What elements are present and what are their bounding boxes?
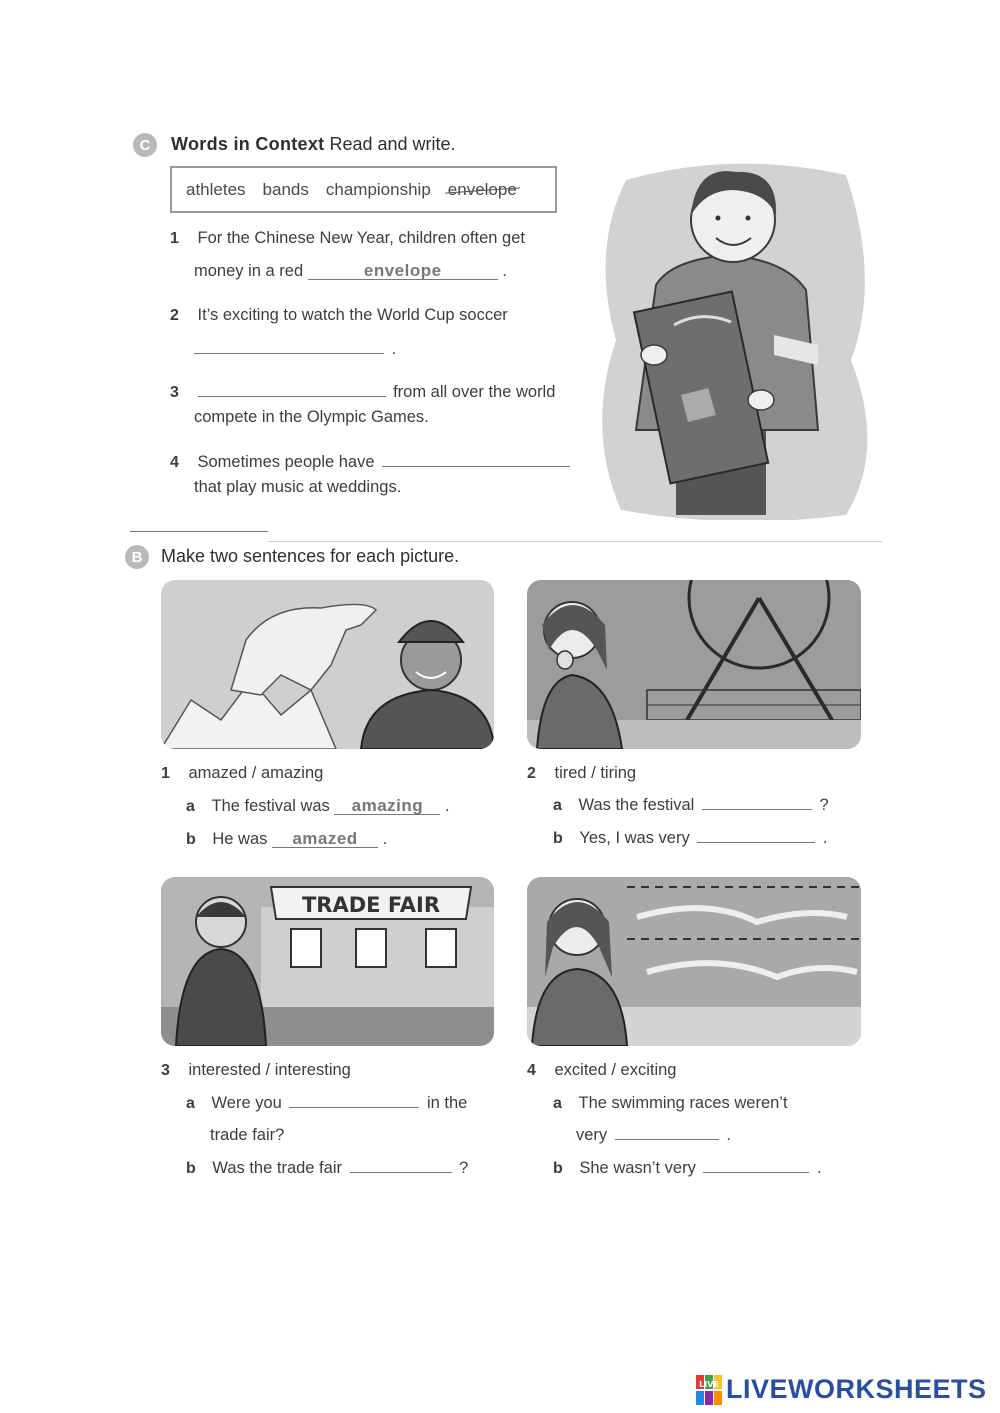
item-text: trade fair?: [210, 1126, 285, 1144]
item-text: from all over the world: [393, 383, 556, 401]
item-text: money in a red: [194, 262, 304, 280]
item-text: Was the trade fair: [212, 1159, 342, 1177]
item-text: .: [391, 340, 397, 358]
c-item-2-line2: [191, 341, 396, 358]
item-text: .: [382, 830, 388, 848]
item-text: .: [726, 1126, 731, 1144]
sub-label: b: [553, 1160, 563, 1177]
word-bank: [170, 166, 557, 213]
swimming-scene: [527, 877, 861, 1046]
c-item-4-line1: [170, 454, 573, 471]
word-bank-item-used: envelope: [447, 179, 517, 199]
item-text: Sometimes people have: [197, 453, 375, 471]
item-text: He was: [212, 830, 268, 848]
item-words: excited / exciting: [554, 1061, 677, 1079]
sub-label: b: [186, 831, 196, 848]
item-text: It’s exciting to watch the World Cup soccer: [197, 306, 508, 324]
ferris-wheel-scene: [527, 580, 861, 749]
item-text: She wasn’t very: [579, 1159, 696, 1177]
item-number: 2: [527, 765, 536, 782]
picture-2-ferris-wheel: [527, 580, 861, 749]
b-item-1b: [186, 830, 387, 848]
item-number: 3: [170, 384, 179, 401]
section-c-title: [171, 134, 456, 155]
answer-field[interactable]: envelope: [308, 262, 498, 280]
b-item-3-title: [161, 1062, 351, 1079]
b-item-4a: [553, 1095, 788, 1112]
b-item-3a-line2: [210, 1127, 284, 1144]
ice-sculpture-scene: [161, 580, 494, 749]
word-bank-item: athletes: [186, 179, 246, 199]
item-words: amazed / amazing: [188, 764, 324, 782]
b-item-4b: [553, 1160, 822, 1177]
c-item-1-line1: [170, 230, 525, 247]
item-text: Were you: [211, 1094, 282, 1112]
answer-field[interactable]: amazing: [334, 797, 440, 815]
logo-text: LIVEWORKSHEETS: [726, 1374, 987, 1404]
answer-field[interactable]: [350, 1171, 452, 1173]
answer-field[interactable]: amazed: [272, 830, 378, 848]
b-item-2b: [553, 830, 828, 847]
sub-label: a: [553, 797, 562, 814]
item-text: ?: [459, 1159, 469, 1177]
answer-field[interactable]: [382, 465, 570, 467]
word-bank-item: bands: [262, 179, 309, 199]
b-item-2a: [553, 797, 829, 814]
item-text: ?: [819, 796, 829, 814]
item-number: 4: [170, 454, 179, 471]
item-text: For the Chinese New Year, children often get: [197, 229, 525, 247]
section-b-title: Make two sentences for each picture.: [161, 546, 460, 566]
b-item-1a: [186, 797, 450, 815]
item-text: The festival was: [211, 797, 330, 815]
boy-with-envelope-illustration: [596, 160, 870, 520]
item-text: compete in the Olympic Games.: [194, 408, 429, 426]
section-b-badge: B: [125, 545, 149, 569]
trade-fair-scene: [161, 877, 494, 1046]
liveworksheets-logo-icon: [696, 1375, 722, 1405]
word-bank-item: championship: [325, 179, 431, 199]
item-text: .: [822, 829, 828, 847]
section-divider-light: [268, 541, 882, 542]
answer-field[interactable]: [289, 1106, 419, 1108]
picture-1-ice-sculpture: [161, 580, 494, 749]
c-item-1-line2: [194, 262, 507, 280]
item-text: in the: [427, 1094, 468, 1112]
item-number: 1: [161, 765, 170, 782]
section-c-title-bold: Words in Context: [171, 134, 325, 154]
answer-field[interactable]: [615, 1138, 719, 1140]
logo-mark-text: LIVE: [699, 1379, 719, 1389]
item-words: interested / interesting: [188, 1061, 351, 1079]
answer-field[interactable]: [702, 808, 812, 810]
item-text: Yes, I was very: [579, 829, 690, 847]
c-item-2-line1: [170, 307, 508, 324]
sub-label: b: [553, 830, 563, 847]
item-text: very: [576, 1126, 608, 1144]
answer-field[interactable]: [697, 841, 815, 843]
item-text: .: [502, 262, 507, 280]
trade-fair-sign-text: TRADE FAIR: [301, 893, 441, 917]
c-item-3-line1: [170, 384, 555, 401]
item-number: 4: [527, 1062, 536, 1079]
item-text: .: [444, 797, 450, 815]
b-item-3b: [186, 1160, 468, 1177]
item-text: The swimming races weren’t: [578, 1094, 788, 1112]
c-item-4-line2: [194, 479, 401, 496]
item-number: 3: [161, 1062, 170, 1079]
c-item-3-line2: [194, 409, 429, 426]
item-number: 2: [170, 307, 179, 324]
item-words: tired / tiring: [554, 764, 637, 782]
sub-label: a: [186, 798, 195, 815]
b-item-3a: [186, 1095, 467, 1112]
sub-label: a: [553, 1095, 562, 1112]
b-item-1-title: [161, 765, 323, 782]
picture-3-trade-fair: [161, 877, 494, 1046]
answer-field[interactable]: [198, 395, 386, 397]
answer-field[interactable]: [703, 1171, 809, 1173]
answer-field[interactable]: [194, 352, 384, 354]
item-text: .: [817, 1159, 822, 1177]
sub-label: b: [186, 1160, 196, 1177]
liveworksheets-logo[interactable]: [696, 1374, 987, 1405]
item-text: Was the festival: [578, 796, 695, 814]
item-text: that play music at weddings.: [194, 478, 402, 496]
b-item-2-title: [527, 765, 636, 782]
section-c-badge: C: [133, 133, 157, 157]
b-item-4-title: [527, 1062, 676, 1079]
item-number: 1: [170, 230, 179, 247]
section-c-title-rest: Read and write.: [329, 134, 456, 154]
b-item-4a-line2: [576, 1127, 731, 1144]
picture-4-swimming-races: [527, 877, 861, 1046]
sub-label: a: [186, 1095, 195, 1112]
section-divider: [130, 531, 268, 532]
